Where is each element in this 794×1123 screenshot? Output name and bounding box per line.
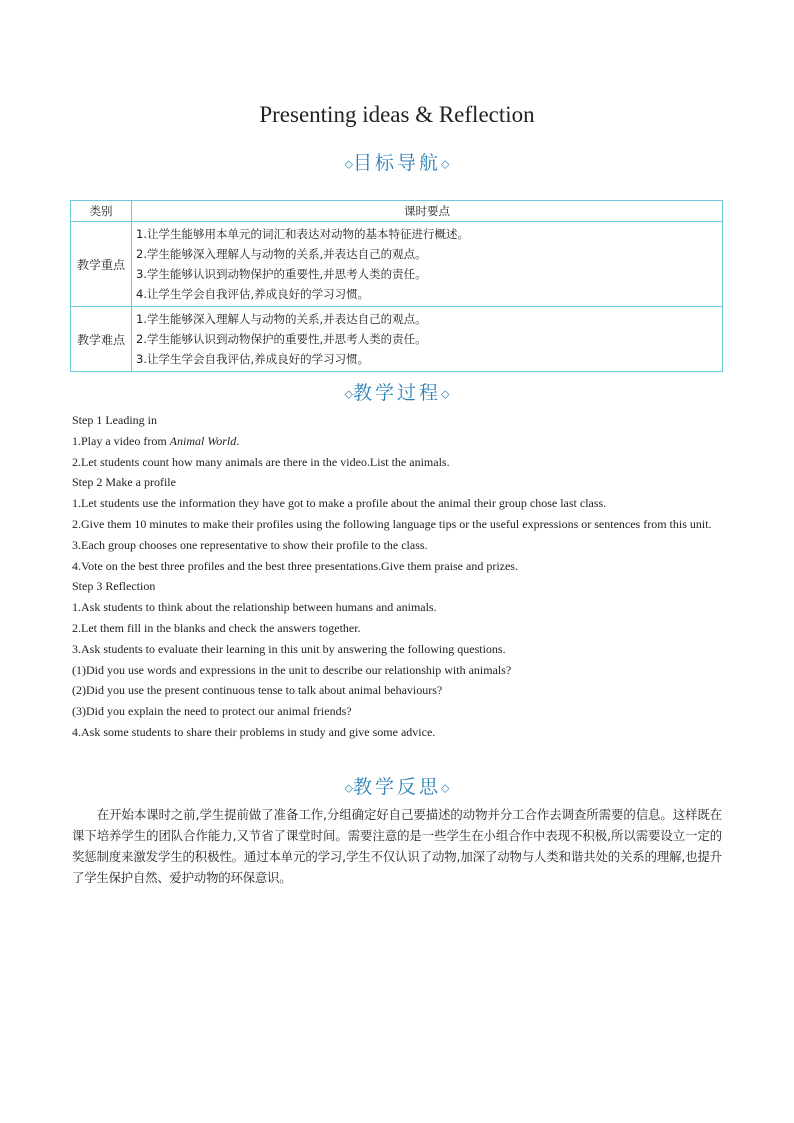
table-row [71,307,723,372]
step-item [72,431,722,452]
step-item: 2.Let them fill in the blanks and check the answers together. [72,620,361,635]
table-cell-category: 教学难点 [71,307,132,372]
table-row [71,222,723,307]
step-item: 3.Each group chooses one representative to show their profile to the class. [72,537,428,552]
section-heading-label: 教学反思 [352,776,441,798]
section-heading-goals [0,148,794,175]
step-item: 2.Give them 10 minutes to make their profiles using the following language tips or the useful expressions or sentences from this unit. [72,516,712,531]
step-item: 1.Ask students to think about the relationship between humans and animals. [72,600,437,615]
step-item: 4.Vote on the best three profiles and the best three presentations.Give them praise and prizes. [72,558,518,573]
table-cell-category: 教学重点 [71,222,132,307]
list-item: 1.学生能够深入理解人与动物的关系,并表达自己的观点。 [136,312,427,326]
list-item: 2.学生能够深入理解人与动物的关系,并表达自己的观点。 [136,247,427,261]
video-title: Animal World [169,433,237,448]
question-item: (2)Did you use the present continuous tense to talk about animal behaviours? [72,683,443,698]
diamond-icon: ◇ [441,781,450,795]
key-points-table [70,200,723,372]
diamond-icon: ◇ [441,157,450,171]
section-heading-process [0,378,794,405]
step-heading: Step 1 Leading in [72,413,157,427]
list-item: 3.让学生学会自我评估,养成良好的学习习惯。 [136,352,370,366]
list-item: 2.学生能够认识到动物保护的重要性,并思考人类的责任。 [136,332,427,346]
step-item: 3.Ask students to evaluate their learning in this unit by answering the following questions. [72,641,506,656]
question-item: (3)Did you explain the need to protect our animal friends? [72,704,352,719]
step-item-text: . [236,433,240,448]
table-header-category: 类别 [71,201,132,222]
step-item: 2.Let students count how many animals are there in the video.List the animals. [72,454,450,469]
list-item: 1.让学生能够用本单元的词汇和表达对动物的基本特征进行概述。 [136,227,469,241]
diamond-icon: ◇ [441,387,450,401]
section-heading-label: 目标导航 [352,152,441,174]
section-heading-label: 教学过程 [352,382,441,404]
list-item: 4.让学生学会自我评估,养成良好的学习习惯。 [136,287,370,301]
diamond-icon: ◇ [344,781,353,795]
table-header-points: 课时要点 [132,201,723,222]
step-heading: Step 2 Make a profile [72,475,176,490]
page-title: Presenting ideas & Reflection [259,102,535,127]
step-item: 1.Let students use the information they have got to make a profile about the animal their group chose last class. [72,496,607,511]
step-item: 4.Ask some students to share their problems in study and give some advice. [72,724,436,739]
diamond-icon: ◇ [344,387,353,401]
step-heading: Step 3 Reflection [72,579,156,594]
table-cell-points [132,222,723,307]
question-item: (1)Did you use words and expressions in the unit to describe our relationship with animals? [72,662,512,677]
table-header-row [71,201,723,222]
teaching-process [72,410,722,743]
section-heading-reflection [0,772,794,799]
list-item: 3.学生能够认识到动物保护的重要性,并思考人类的责任。 [136,267,427,281]
step-item-text: 1.Play a video from [72,433,170,448]
table-cell-points [132,307,723,372]
reflection-paragraph: 在开始本课时之前,学生提前做了准备工作,分组确定好自己要描述的动物并分工合作去调查所需要的信息。这样既在课下培养学生的团队合作能力,又节省了课堂时间。需要注意的是一些学生在小组合作中表现不积极,所以需要设立一定的奖惩制度来激发学生的积极性。通过本单元的学习,学生不仅认识了动物,加深了动物与人类和谐共处的关系的理解,也提升了学生保护自然、爱护动物的环保意识。 [72,807,722,885]
diamond-icon: ◇ [344,157,353,171]
